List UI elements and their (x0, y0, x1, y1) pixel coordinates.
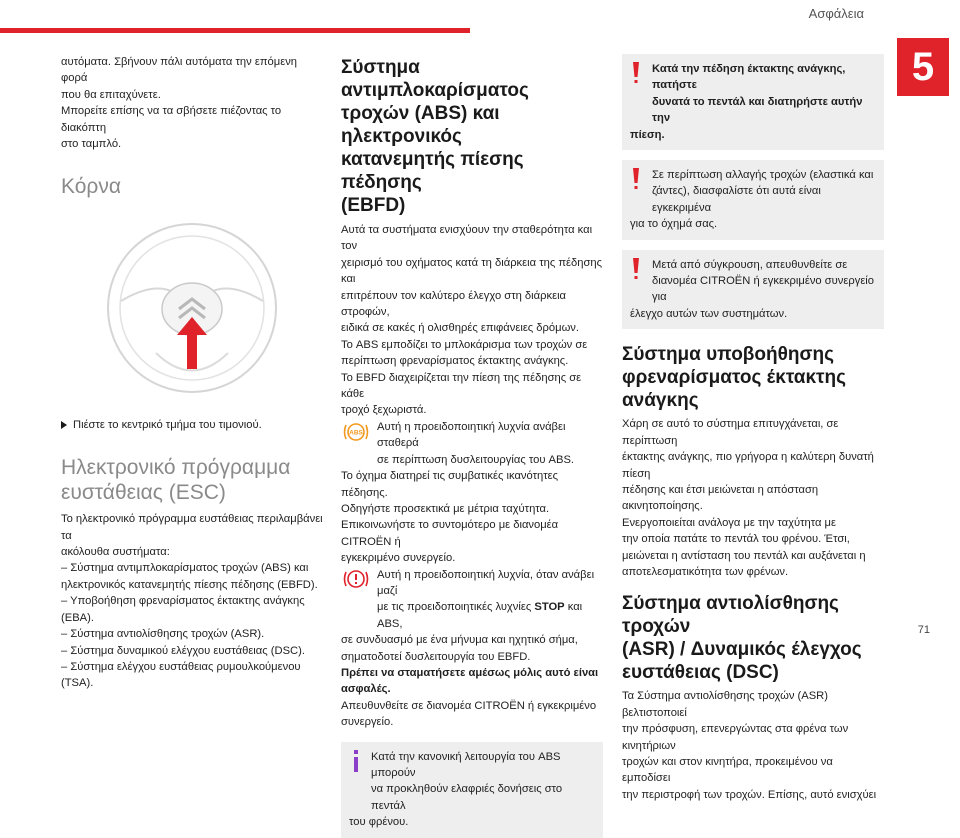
intro-line: στο ταμπλό. (61, 138, 122, 151)
asr-text: την πρόσφυση, επενεργώντας στα φρένα των κινητήριων (622, 723, 849, 752)
abs-text: Το όχημα διατηρεί τις συμβατικές ικανότητες πέδησης. (341, 470, 559, 499)
warning-exclamation-icon (632, 62, 640, 84)
abs-text: εγκεκριμένο συνεργείο. (341, 552, 456, 565)
abs-lamp-note (341, 419, 603, 468)
horn-step: Πιέστε το κεντρικό τμήμα του τιμονιού. (61, 417, 323, 433)
section-title: Ασφάλεια (808, 6, 864, 21)
page-number: 71 (917, 624, 930, 636)
asr-text: την περιστροφή των τροχών. Επίσης, αυτό ενισχύει (622, 788, 877, 801)
eba-text: έκτακτης ανάγκης, πιο γρήγορα η καλύτερη δυνατή πίεση (622, 451, 874, 480)
column-1 (61, 54, 323, 692)
warning-exclamation-icon (632, 168, 640, 190)
triangle-bullet-icon (61, 421, 67, 429)
asr-text: Τα Σύστημα αντιολίσθησης τροχών (ASR) βελτιστοποιεί (622, 690, 828, 719)
abs-text: με τις προειδοποιητικές λυχνίες STOP και ABS, (377, 601, 583, 630)
abs-text: σε περίπτωση δυσλειτουργίας του ABS. (377, 453, 575, 466)
abs-text: ασφαλές. (341, 683, 391, 696)
abs-heading: Σύστημα αντιμπλοκαρίσματος τροχών (ABS) και ηλεκτρονικός κατανεμητής πίεσης πέδησης (EBFD) (341, 57, 529, 216)
abs-warning-lamp-icon (341, 419, 371, 443)
abs-text: Επικοινωνήστε το συντομότερο με διανομέα CITROËN ή (341, 519, 559, 548)
intro-line: που θα επιταχύνετε. (61, 88, 161, 101)
abs-text: Αυτή η προειδοποιητική λυχνία, όταν ανάβει μαζί (377, 568, 595, 597)
abs-text: σε συνδυασμό με ένα μήνυμα και ηχητικό σήμα, (341, 634, 578, 647)
intro-line: Μπορείτε επίσης να τα σβήσετε πιέζοντας το διακόπτη (61, 105, 282, 134)
esc-heading: Ηλεκτρονικό πρόγραμμα ευστάθειας (ESC) (61, 456, 291, 505)
chapter-number: 5 (897, 38, 949, 96)
svg-text:ABS: ABS (349, 429, 363, 437)
intro-line: αυτόματα. Σβήνουν πάλι αυτόματα την επόμενη φορά (61, 56, 298, 85)
esc-paragraph: ακόλουθα συστήματα: (61, 546, 170, 559)
eba-text: πέδησης και έτσι μειώνεται η απόσταση ακινητοποίησης. (622, 483, 819, 513)
abs-text: Αυτή η προειδοποιητική λυχνία ανάβει σταθερά (377, 420, 566, 450)
abs-text: Οδηγήστε προσεκτικά με μέτρια ταχύτητα. (341, 502, 550, 515)
warning-exclamation-icon (632, 258, 640, 280)
eba-text: Ενεργοποιείται ανάλογα με την ταχύτητα με (622, 516, 836, 529)
abs-text: συνεργείο. (341, 716, 394, 729)
abs-text: ειδικά σε κακές ή ολισθηρές επιφάνειες δρόμων. (341, 322, 580, 335)
asr-heading: Σύστημα αντιολίσθησης τροχών (ASR) / Δυναμικός έλεγχος ευστάθειας (DSC) (622, 593, 862, 684)
arrow-shaft (187, 331, 197, 369)
abs-text: περίπτωση φρεναρίσματος έκτακτης ανάγκης. (341, 355, 569, 368)
eba-text: Χάρη σε αυτό το σύστημα επιτυγχάνεται, σε περίπτωση (622, 418, 839, 447)
warning-note: Μετά από σύγκρουση, απευθυνθείτε σε διανομέα CITROËN ή εγκεκριμένο συνεργείο για έλεγχο αυτών των συστημάτων. (622, 250, 884, 330)
eba-text: μειώνεται η αντίσταση του πεντάλ και αυξάνεται η (622, 549, 866, 562)
esc-list-item: – Υποβοήθηση φρεναρίσματος έκτακτης ανάγκης (EBA). (61, 595, 305, 624)
esc-paragraph: Το ηλεκτρονικό πρόγραμμα ευστάθειας περιλαμβάνει τα (61, 513, 323, 542)
warning-note: Σε περίπτωση αλλαγής τροχών (ελαστικά και ζάντες), διασφαλίστε ότι αυτά είναι εγκεκριμένα για το όχημά σας. (622, 160, 884, 240)
abs-text: Απευθυνθείτε σε διανομέα CITROËN ή εγκεκριμένο (341, 699, 597, 712)
info-note: Κατά την κανονική λειτουργία του ABS μπορούν να προκληθούν ελαφριές δονήσεις στο πεντάλ του φρένου. (341, 742, 603, 838)
esc-list-item: – Σύστημα δυναμικού ελέγχου ευστάθειας (DSC). (61, 644, 305, 657)
abs-text: επιτρέπουν τον καλύτερο έλεγχο στη διάρκεια στροφών, (341, 289, 567, 319)
esc-list-item: – Σύστημα ελέγχου ευστάθειας ρυμουλκούμενου (TSA). (61, 660, 301, 690)
esc-list-item: – Σύστημα αντιμπλοκαρίσματος τροχών (ABS) και (61, 562, 309, 575)
ebfd-lamp-note (341, 567, 603, 633)
abs-text: σηματοδοτεί δυσλειτουργία του EBFD. (341, 650, 531, 663)
info-icon (351, 750, 361, 772)
abs-text: τροχό ξεχωριστά. (341, 404, 427, 417)
eba-heading: Σύστημα υποβοήθησης φρεναρίσματος έκτακτης ανάγκης (622, 344, 847, 412)
horn-heading: Κόρνα (61, 175, 122, 199)
steering-wheel-illustration (61, 213, 323, 403)
brake-warning-lamp-icon (341, 567, 371, 591)
header-accent-bar (0, 28, 470, 33)
column-2 (341, 56, 603, 838)
eba-text: την οποία πατάτε το πεντάλ του φρένου. Έτσι, (622, 533, 850, 546)
column-3 (622, 54, 884, 803)
abs-text: Αυτά τα συστήματα ενισχύουν την σταθερότητα και τον (341, 224, 593, 253)
abs-text: Πρέπει να σταματήσετε αμέσως μόλις αυτό είναι (341, 666, 599, 679)
abs-text: χειρισμό του οχήματος κατά τη διάρκεια της πέδησης και (341, 256, 603, 286)
asr-text: τροχών και στον κινητήρα, προκειμένου να εμποδίσει (622, 755, 833, 785)
esc-list-item: – Σύστημα αντιολίσθησης τροχών (ASR). (61, 628, 265, 641)
esc-list-item: ηλεκτρονικός κατανεμητής πίεσης πέδησης (EBFD). (61, 578, 318, 591)
abs-text: Το EBFD διαχειρίζεται την πίεση της πέδησης σε κάθε (341, 371, 582, 401)
abs-text: Το ABS εμποδίζει το μπλοκάρισμα των τροχών σε (341, 338, 588, 351)
eba-text: αποτελεσματικότητα των φρένων. (622, 565, 789, 578)
warning-note: Κατά την πέδηση έκτακτης ανάγκης, πατήστε δυνατά το πεντάλ και διατηρήστε αυτήν την πίεση. (622, 54, 884, 150)
